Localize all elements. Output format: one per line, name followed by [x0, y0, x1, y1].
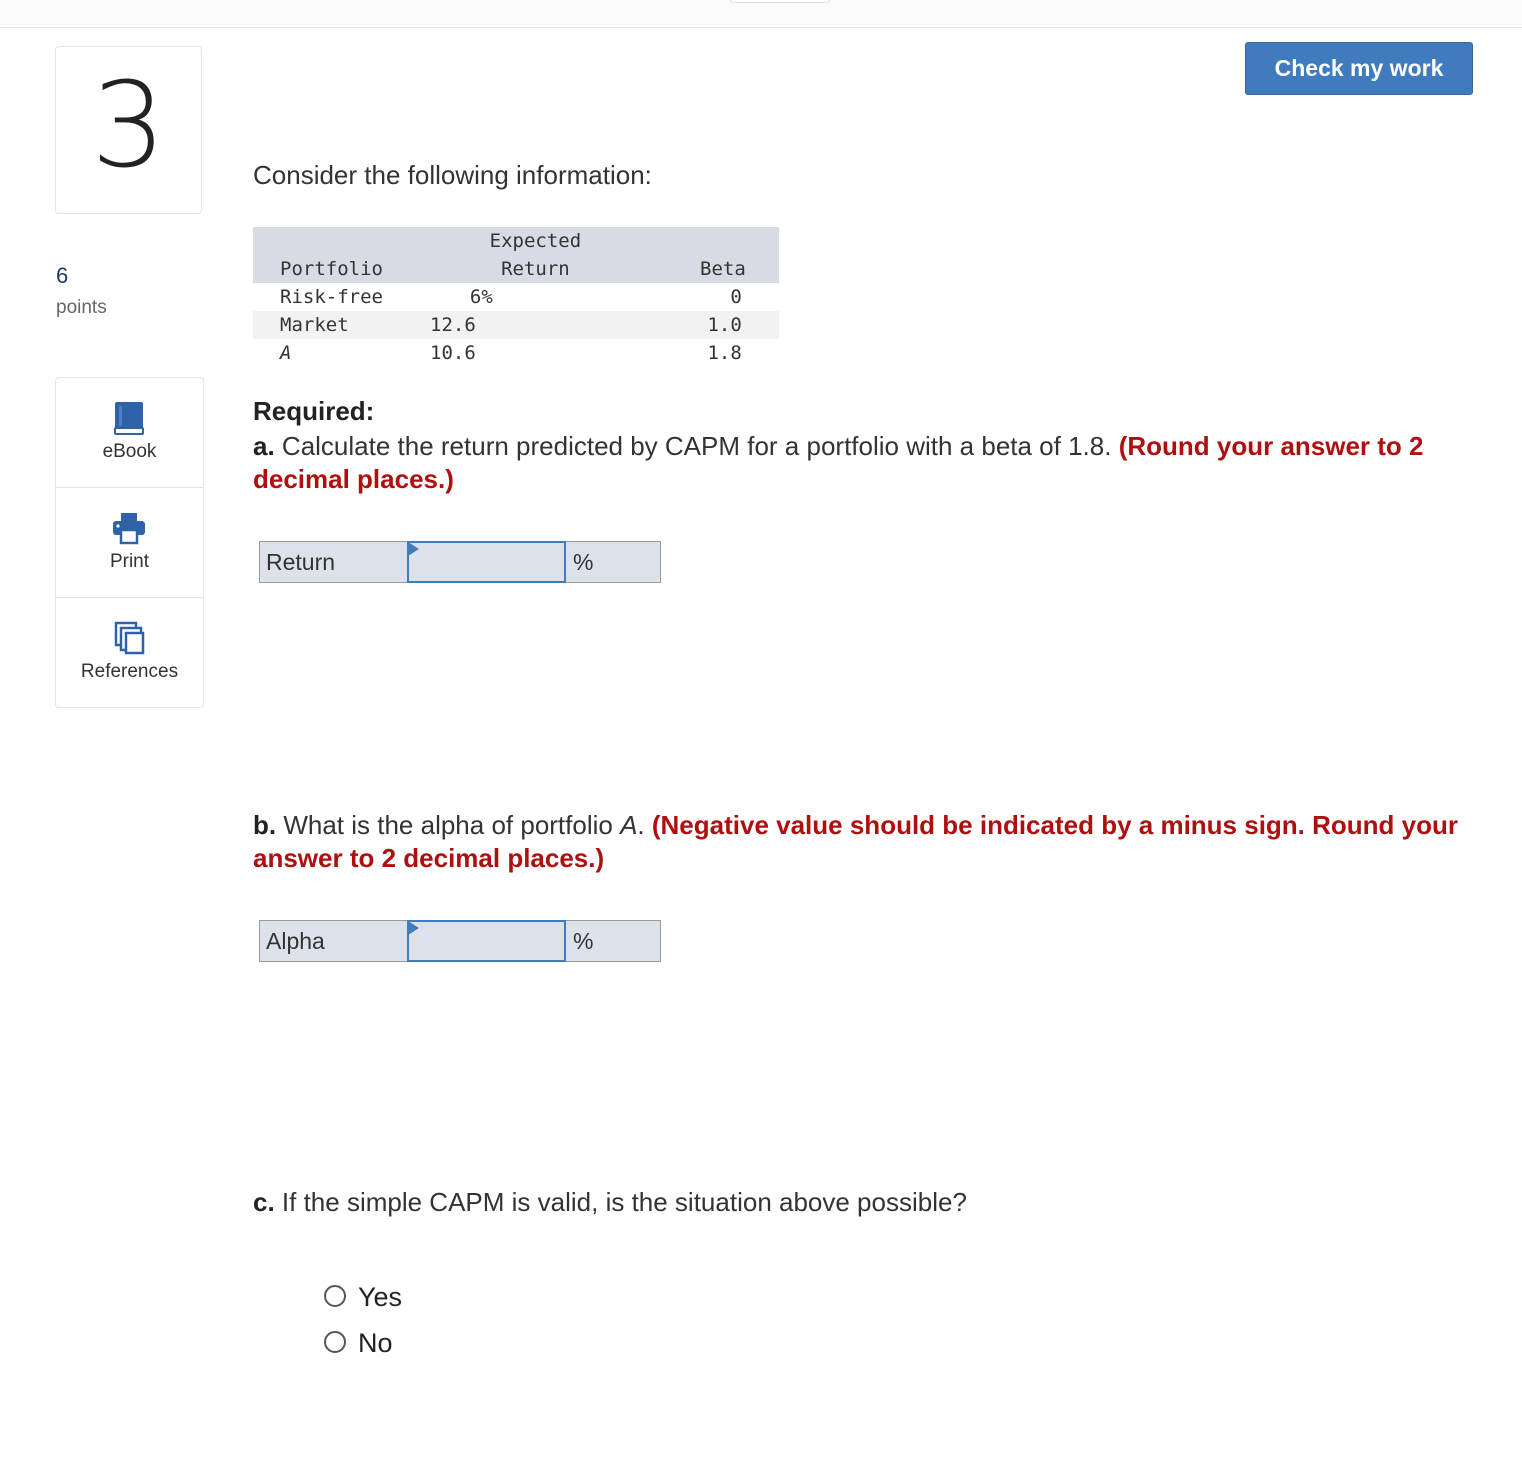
print-label: Print — [109, 551, 150, 572]
part-a-text: Calculate the return predicted by CAPM for a portfolio with a beta of 1.8. — [274, 431, 1119, 461]
top-bar — [0, 0, 1522, 28]
radio-yes-circle[interactable] — [324, 1285, 346, 1307]
part-a-letter: a. — [253, 431, 275, 461]
printer-icon — [111, 510, 147, 546]
row-portfolio: Risk-free — [280, 286, 383, 308]
question-number: 3 — [90, 56, 167, 194]
table-header-row — [253, 227, 779, 255]
row-return: 6% — [469, 286, 493, 308]
references-button[interactable] — [56, 597, 203, 707]
references-label: References — [80, 661, 179, 682]
alpha-answer-row — [259, 920, 661, 962]
book-icon — [111, 400, 147, 436]
info-table — [253, 227, 779, 367]
part-c-question — [253, 1187, 967, 1218]
tools-panel — [55, 377, 204, 708]
table-row — [253, 339, 779, 367]
row-portfolio: Market — [253, 311, 430, 339]
radio-option-yes[interactable] — [324, 1282, 402, 1313]
alpha-label: Alpha — [266, 928, 325, 954]
required-heading: Required: — [253, 396, 375, 426]
header-return: Return — [430, 255, 641, 283]
intro-text: Consider the following information: — [253, 160, 652, 190]
ebook-label: eBook — [102, 441, 157, 462]
header-portfolio: Portfolio — [253, 255, 430, 283]
part-b-instruction: (Negative value should be indicated by a minus sign. Round your answer to 2 decimal places.) — [253, 810, 1459, 873]
alpha-input[interactable] — [407, 920, 566, 962]
alpha-unit: % — [573, 928, 594, 954]
part-a-question — [253, 430, 1473, 496]
ebook-button[interactable] — [56, 378, 203, 487]
return-input[interactable] — [407, 541, 566, 583]
points-label: points — [56, 297, 107, 318]
table-row — [253, 311, 779, 339]
references-icon — [111, 620, 147, 656]
return-label: Return — [266, 549, 336, 575]
header-expected: Expected — [430, 227, 641, 255]
table-header-row — [253, 255, 779, 283]
row-beta: 0 — [730, 286, 742, 308]
row-return: 12.6 — [430, 311, 641, 339]
part-c-letter: c. — [253, 1187, 275, 1217]
row-return: 10.6 — [430, 342, 476, 364]
part-a-instruction: (Round your answer to 2 decimal places.) — [253, 431, 1424, 494]
part-b-text-before: What is the alpha of portfolio — [276, 810, 621, 840]
row-beta: 1.8 — [707, 342, 742, 364]
check-my-work-button[interactable]: Check my work — [1245, 42, 1473, 95]
radio-option-no[interactable] — [324, 1328, 393, 1359]
table-row — [253, 283, 779, 311]
top-bar-handle[interactable] — [727, 0, 833, 3]
part-b-text-after: . — [637, 810, 652, 840]
radio-no-label: No — [358, 1328, 393, 1358]
part-b-letter: b. — [253, 810, 277, 840]
header-beta: Beta — [641, 255, 779, 283]
part-b-portfolio: A — [620, 810, 638, 840]
part-b-question — [253, 809, 1483, 875]
row-beta: 1.0 — [641, 311, 779, 339]
return-unit: % — [573, 549, 594, 575]
question-number-box — [55, 46, 202, 214]
return-answer-row — [259, 541, 661, 583]
points-value: 6 — [56, 263, 69, 288]
radio-yes-label: Yes — [358, 1282, 403, 1312]
print-button[interactable] — [56, 487, 203, 597]
part-c-text: If the simple CAPM is valid, is the situation above possible? — [274, 1187, 967, 1217]
row-portfolio: A — [280, 342, 292, 364]
radio-no-circle[interactable] — [324, 1331, 346, 1353]
